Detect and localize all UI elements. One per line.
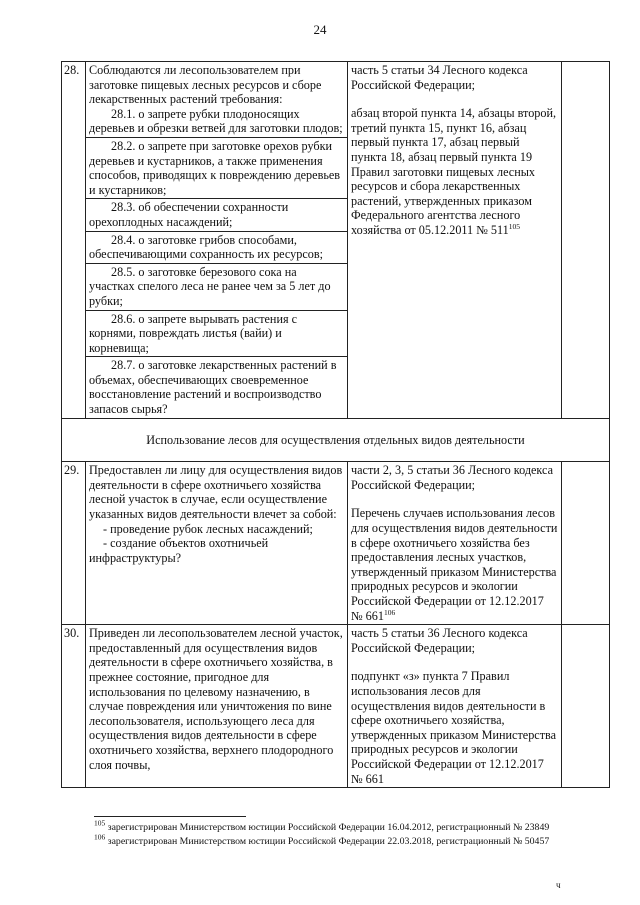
footnote-ref: 106 bbox=[383, 607, 396, 617]
list-item: - создание объектов охотничьей инфраструктуры? bbox=[89, 536, 269, 565]
corner-mark: ч bbox=[556, 880, 561, 890]
list-item: - проведение рубок лесных насаждений; bbox=[103, 521, 313, 536]
page-number: 24 bbox=[313, 22, 327, 37]
subitem-text: 28.7. о заготовке лекарственных растений в объемах, обеспечивающих своевременное восстановление растений и воспроизводство запасов сырья? bbox=[89, 358, 337, 417]
subitem-cell bbox=[86, 199, 348, 231]
footnote-105: $^{105}$ зарегистрирован Министерством юстиции Российской Федерации 16.04.2012, регистрационный № 23849 bbox=[94, 818, 550, 833]
footnote-106: $^{106}$ зарегистрирован Министерством юстиции Российской Федерации 22.03.2018, регистрационный № 50457 bbox=[94, 832, 550, 847]
table-row-28 bbox=[62, 62, 610, 138]
row-number: 28. bbox=[62, 62, 86, 419]
section-row bbox=[62, 418, 610, 462]
mark-cell bbox=[562, 625, 610, 788]
row-number: 29. bbox=[62, 462, 86, 625]
mark-cell bbox=[562, 462, 610, 625]
legal-reference-cell bbox=[348, 62, 562, 419]
subitem-cell bbox=[86, 231, 348, 263]
subitem-text: 28.4. о заготовке грибов способами, обеспечивающими сохранность их ресурсов; bbox=[89, 232, 323, 262]
footnotes bbox=[94, 818, 614, 849]
subitem-cell bbox=[86, 310, 348, 357]
question-text: Предоставлен ли лицу для осуществления видов деятельности в сфере охотничьего хозяйства лесной участок в случае, если осуществление указанных видов деятельности влечет за собой: bbox=[89, 463, 343, 522]
question-cell bbox=[86, 62, 348, 138]
checklist-table bbox=[61, 61, 610, 788]
question-text: Соблюдаются ли лесопользователем при заготовке пищевых лесных ресурсов и сборе лекарственных растений требования: bbox=[89, 63, 322, 107]
legal-reference-cell bbox=[348, 625, 562, 788]
table-row-30 bbox=[62, 625, 610, 788]
reference-text: части 2, 3, 5 статьи 36 Лесного кодекса Российской Федерации; bbox=[351, 463, 554, 492]
reference-text: абзац второй пункта 14, абзацы второй, третий пункта 15, пункт 16, абзац первый пункта 17, абзац первый пункта 18, абзац первый пункта 19 Правил заготовки пищевых лесных ресурсов и сбора лекарственных растений, утвержденных приказом Федерального агентства лесного хозяйства от 05.12.2011 № $511^{105}$ bbox=[351, 106, 557, 237]
reference-text: часть 5 статьи 36 Лесного кодекса Российской Федерации; bbox=[351, 626, 528, 655]
mark-cell bbox=[562, 62, 610, 419]
subitem-text: 28.1. о запрете рубки плодоносящих деревьев и обрезки ветвей для заготовки плодов; bbox=[89, 106, 343, 136]
subitem-text: 28.6. о запрете вырывать растения с корнями, повреждать листья (вайи) и корневища; bbox=[89, 311, 298, 355]
subitem-text: 28.5. о заготовке березового сока на участках спелого леса не ранее чем за 5 лет до рубки; bbox=[89, 264, 331, 308]
reference-text: подпункт «з» пункта 7 Правил использования лесов для осуществления видов деятельности в сфере охотничьего хозяйства, утвержденных приказом Министерства природных ресурсов и экологии Российской Федерации от 12.12.2017 № 661 bbox=[351, 669, 557, 786]
subitem-cell bbox=[86, 137, 348, 198]
question-text: Приведен ли лесопользователем лесной участок, предоставленный для осуществления видов деятельности в сфере охотничьего хозяйства, в прежнее состояние, пригодное для использования по целевому назначению, в случае повреждения или уничтожения по вине лесопользователя, использующего леса для осуществления видов деятельности в сфере охотничьего хозяйства, верхнего плодородного слоя почвы, bbox=[89, 626, 343, 772]
subitem-cell bbox=[86, 263, 348, 310]
table-row-29 bbox=[62, 462, 610, 625]
subitem-text: 28.2. о запрете при заготовке орехов рубки деревьев и кустарников, а также применения способов, приводящих к повреждению деревьев и кустарников; bbox=[89, 138, 341, 197]
footnote-ref: 105 bbox=[508, 221, 520, 231]
reference-text: часть 5 статьи 34 Лесного кодекса Российской Федерации; bbox=[351, 63, 528, 92]
subitem-cell bbox=[86, 357, 348, 418]
question-cell bbox=[86, 462, 348, 625]
question-cell bbox=[86, 625, 348, 788]
legal-reference-cell bbox=[348, 462, 562, 625]
reference-text: Перечень случаев использования лесов для осуществления видов деятельности в сфере охотничьего хозяйства без предоставления лесных участков, утвержденный приказом Министерства природных ресурсов и экологии Российской Федерации от 12.12.2017 № $661^{106}$ bbox=[351, 506, 558, 623]
section-title: Использование лесов для осуществления отдельных видов деятельности bbox=[62, 418, 610, 462]
footnote-divider bbox=[94, 816, 246, 817]
row-number: 30. bbox=[62, 625, 86, 788]
subitem-text: 28.3. об обеспечении сохранности орехоплодных насаждений; bbox=[89, 200, 289, 229]
